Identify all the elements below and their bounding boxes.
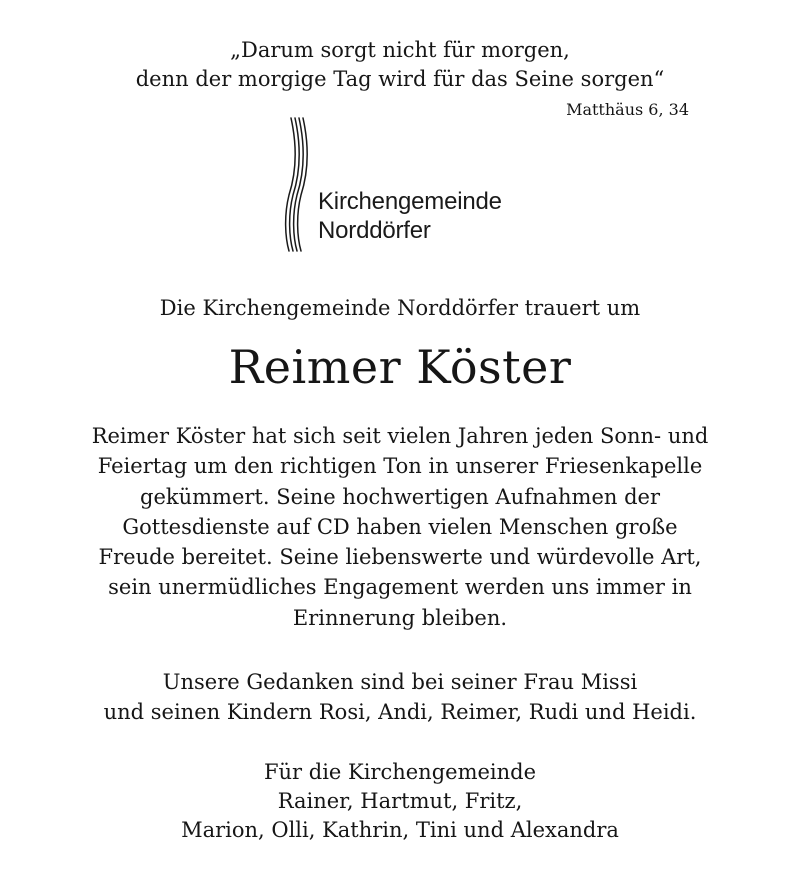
tribute-line: Reimer Köster hat sich seit vielen Jahren jeden Sonn- und bbox=[91, 424, 709, 448]
logo-line: Norddörfer bbox=[318, 217, 431, 244]
tribute-line: Feiertag um den richtigen Ton in unserer Friesenkapelle bbox=[97, 454, 703, 479]
bible-quote bbox=[0, 36, 800, 94]
tribute-line: gekümmert. Seine hochwertigen Aufnahmen der bbox=[140, 484, 660, 509]
quote-line: „Darum sorgt nicht für morgen, bbox=[230, 38, 570, 62]
signature-line: Rainer, Hartmut, Fritz, bbox=[277, 789, 523, 813]
church-logo bbox=[283, 115, 543, 255]
wavy-lines-icon bbox=[283, 115, 323, 255]
condolence-paragraph bbox=[0, 667, 800, 727]
logo-text bbox=[318, 187, 502, 245]
tribute-line: Gottesdienste auf CD haben vielen Menschen große bbox=[122, 514, 678, 539]
quote-line: denn der morgige Tag wird für das Seine sorgen“ bbox=[135, 67, 665, 91]
intro-text: Die Kirchengemeinde Norddörfer trauert um bbox=[159, 296, 641, 320]
tribute-paragraph bbox=[0, 421, 800, 633]
logo-line: Kirchengemeinde bbox=[318, 188, 502, 215]
signature-line: Marion, Olli, Kathrin, Tini und Alexandra bbox=[181, 818, 619, 842]
tribute-line: Erinnerung bleiben. bbox=[292, 605, 508, 630]
tribute-line: Freude bereitet. Seine liebenswerte und würdevolle Art, bbox=[98, 545, 702, 570]
quote-reference: Matthäus 6, 34 bbox=[566, 100, 689, 119]
condolence-line: und seinen Kindern Rosi, Andi, Reimer, Rudi und Heidi. bbox=[103, 700, 697, 724]
tribute-line: sein unermüdliches Engagement werden uns immer in bbox=[108, 575, 692, 600]
signature-block bbox=[0, 758, 800, 845]
condolence-line: Unsere Gedanken sind bei seiner Frau Missi bbox=[162, 670, 638, 694]
signature-line: Für die Kirchengemeinde bbox=[263, 760, 537, 784]
deceased-name: Reimer Köster bbox=[228, 340, 572, 394]
